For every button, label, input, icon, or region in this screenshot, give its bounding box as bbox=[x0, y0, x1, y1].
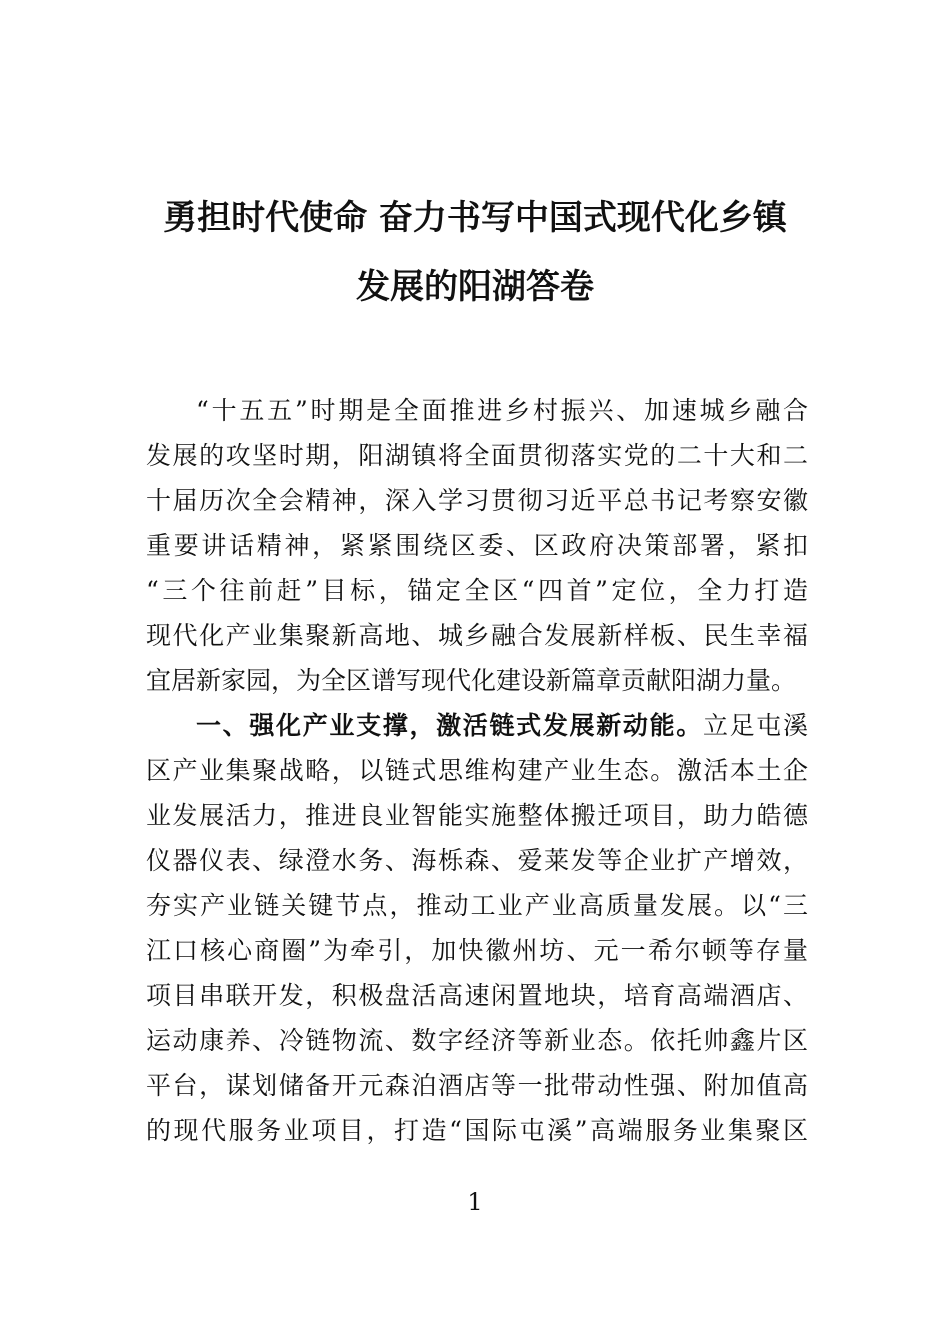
paragraph-1-line: “三个往前赶”目标，锚定全区“四首”定位，全力打造 bbox=[146, 576, 808, 605]
section-1-heading: 一、强化产业支撑，激活链式发展新动能。 bbox=[196, 711, 703, 740]
paragraph-1-line: 现代化产业集聚新高地、城乡融合发展新样板、民生幸福 bbox=[146, 621, 808, 650]
paragraph-1-line: “十五五”时期是全面推进乡村振兴、加速城乡融合 bbox=[196, 396, 808, 425]
section-1-line: 平台，谋划储备开元森泊酒店等一批带动性强、附加值高 bbox=[146, 1071, 808, 1100]
section-1-line: 仪器仪表、绿澄水务、海栎森、爱莱发等企业扩产增效， bbox=[146, 846, 808, 875]
section-1-line: 业发展活力，推进良业智能实施整体搬迁项目，助力皓德 bbox=[146, 801, 808, 830]
document-title-line-2: 发展的阳湖答卷 bbox=[356, 267, 594, 307]
document-body bbox=[146, 388, 808, 1153]
paragraph-1-line: 十届历次全会精神，深入学习贯彻习近平总书记考察安徽 bbox=[146, 486, 808, 515]
paragraph-1-line: 发展的攻坚时期，阳湖镇将全面贯彻落实党的二十大和二 bbox=[146, 441, 808, 470]
section-1-first-line bbox=[146, 703, 808, 748]
section-1-line: 的现代服务业项目，打造“国际屯溪”高端服务业集聚区 bbox=[146, 1116, 808, 1145]
document-title-line-1: 勇担时代使命 奋力书写中国式现代化乡镇 bbox=[163, 198, 787, 238]
section-1-line: 夯实产业链关键节点，推动工业产业高质量发展。以“三 bbox=[146, 891, 808, 920]
section-1-line: 运动康养、冷链物流、数字经济等新业态。依托帅鑫片区 bbox=[146, 1026, 808, 1055]
paragraph-1-line: 重要讲话精神，紧紧围绕区委、区政府决策部署，紧扣 bbox=[146, 531, 808, 560]
page-number: 1 bbox=[467, 1188, 483, 1216]
paragraph-1-line: 宜居新家园，为全区谱写现代化建设新篇章贡献阳湖力量。 bbox=[146, 666, 797, 695]
section-1-line: 项目串联开发，积极盘活高速闲置地块，培育高端酒店、 bbox=[146, 981, 808, 1010]
section-1-first-line-text: 立足屯溪 bbox=[702, 711, 808, 740]
section-1-line: 江口核心商圈”为牵引，加快徽州坊、元一希尔顿等存量 bbox=[146, 936, 808, 965]
section-1-line: 区产业集聚战略，以链式思维构建产业生态。激活本土企 bbox=[146, 756, 808, 785]
